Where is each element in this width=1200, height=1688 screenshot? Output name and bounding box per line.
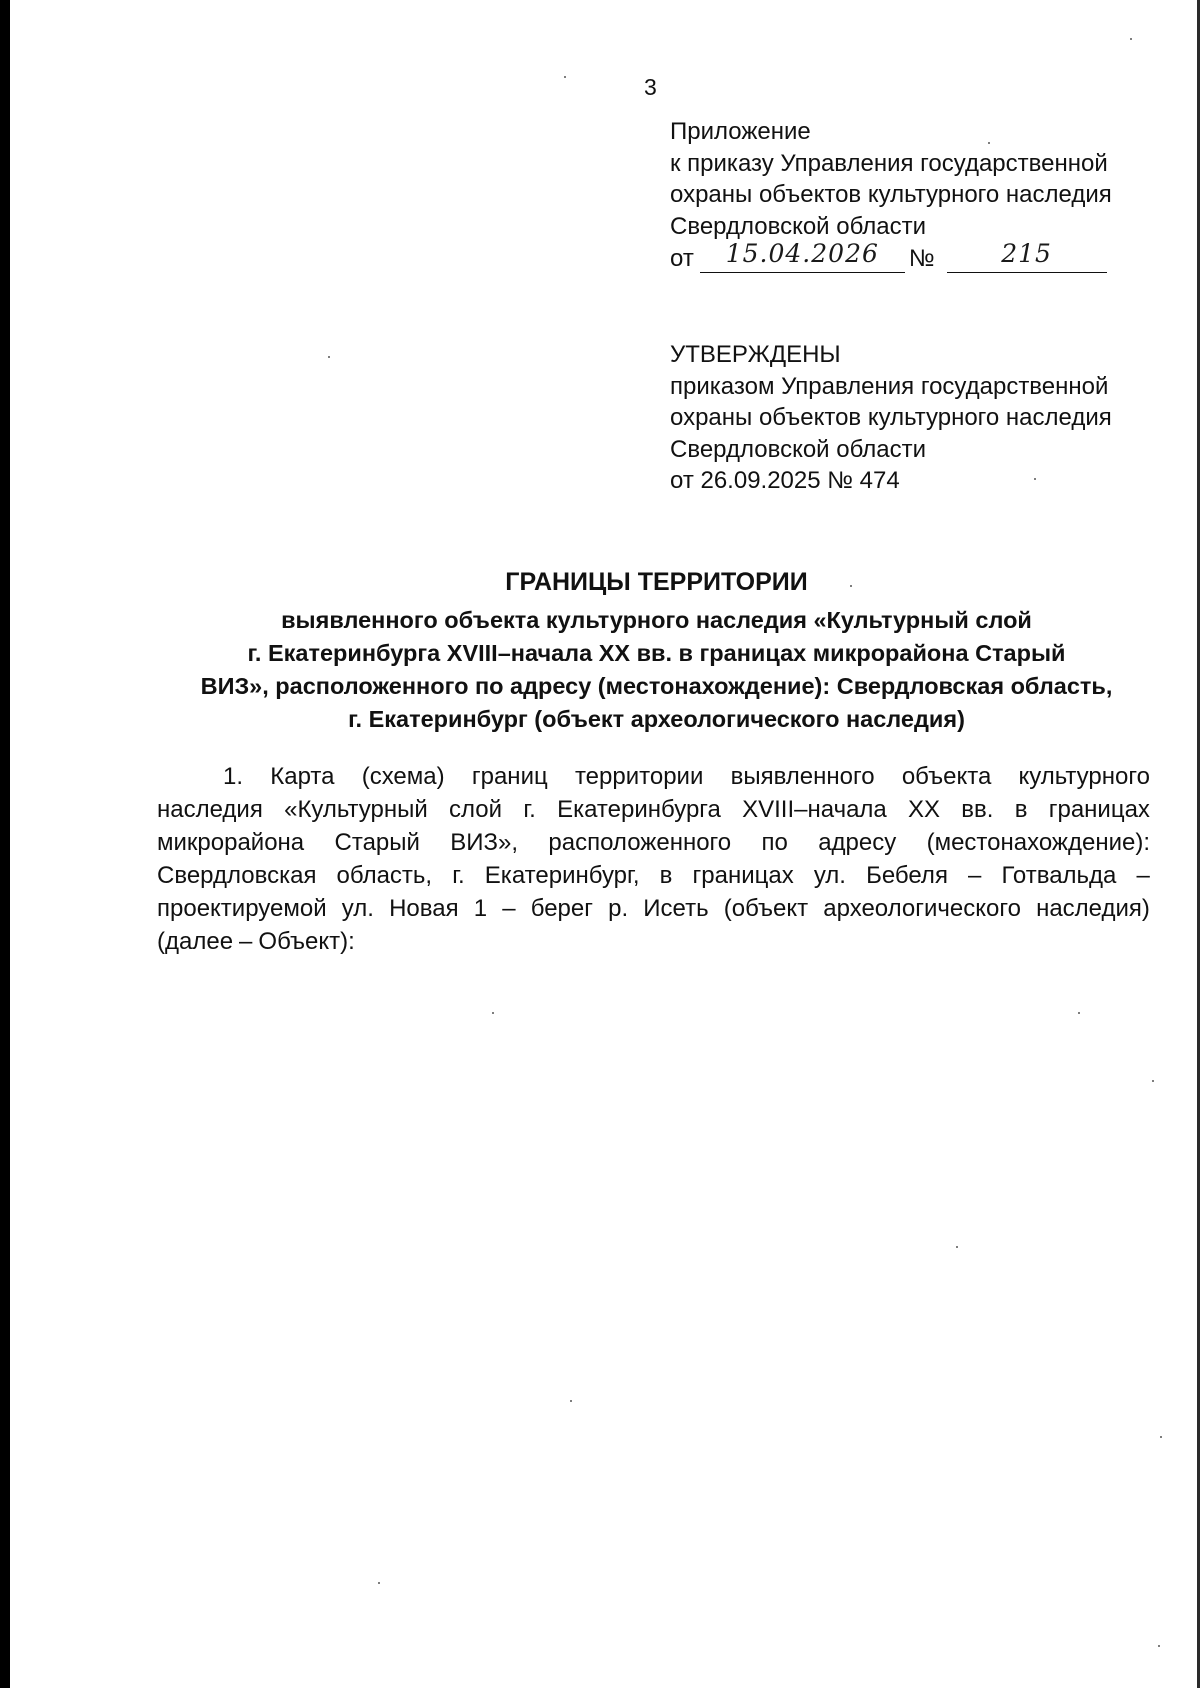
page-number: 3 [644, 74, 657, 100]
handwritten-date-field [700, 239, 905, 273]
handwritten-date: 15.04.2026 [725, 239, 879, 268]
paragraph-word: ВИЗ», [450, 829, 519, 856]
scan-speck [1130, 38, 1132, 40]
scan-speck [378, 1582, 380, 1584]
paragraph-line [157, 826, 1150, 859]
paragraph-word: границ [471, 763, 548, 790]
paragraph-word: ул. [341, 895, 374, 922]
paragraph-word: XVIII–начала [742, 796, 887, 823]
paragraph-word: г. [523, 796, 536, 823]
scan-speck [328, 356, 330, 358]
paragraph-word: область, [336, 862, 433, 889]
paragraph-word: по [761, 829, 788, 856]
paragraph-word: – [968, 862, 982, 889]
paragraph-word: Объект): [258, 928, 355, 955]
heading-line: выявленного объекта культурного наследия «Культурный слой [281, 607, 1032, 633]
paragraph-word: (объект [723, 895, 809, 922]
appendix-line: охраны объектов культурного наследия [670, 181, 1112, 208]
paragraph-word: границах [692, 862, 794, 889]
scan-speck [988, 142, 990, 144]
paragraph-word: Готвальда [1001, 862, 1117, 889]
date-prefix: от [670, 245, 694, 272]
appendix-block [670, 116, 1180, 275]
handwritten-number: 215 [1001, 239, 1052, 268]
paragraph-word: – [502, 895, 516, 922]
paragraph-word: наследия) [1036, 895, 1150, 922]
paragraph-word: ул. [813, 862, 846, 889]
paragraph-word: р. [608, 895, 629, 922]
paragraph-word: берег [530, 895, 593, 922]
scan-edge-left [0, 0, 10, 1688]
paragraph-word: Карта [270, 763, 335, 790]
paragraph-word: культурного [1018, 763, 1150, 790]
paragraph-word: г. [452, 862, 465, 889]
paragraph-word: археологического [823, 895, 1021, 922]
appendix-line: Свердловской области [670, 212, 927, 240]
paragraph-word: Екатеринбург, [484, 862, 640, 889]
appendix-line: к приказу Управления государственной [670, 149, 1108, 177]
scan-speck [564, 76, 566, 78]
paragraph-word: наследия [157, 796, 263, 823]
scan-speck [570, 1400, 572, 1402]
scan-speck [1078, 1012, 1080, 1014]
heading-line: ВИЗ», расположенного по адресу (местонахождение): Свердловская область, [200, 673, 1113, 699]
paragraph-word: 1. [223, 763, 244, 790]
scan-speck [1160, 1436, 1162, 1438]
paragraph-word: в [1014, 796, 1028, 823]
paragraph-line [157, 760, 1150, 793]
approved-line: приказом Управления государственной [670, 372, 1109, 400]
scan-speck [850, 585, 852, 587]
heading-title: ГРАНИЦЫ ТЕРРИТОРИИ [505, 568, 808, 596]
approved-line: охраны объектов культурного наследия [670, 404, 1112, 431]
paragraph-word: объекта [901, 763, 992, 790]
paragraph-word: территории [574, 763, 704, 790]
paragraph-word: (местонахождение): [926, 829, 1150, 856]
paragraph-word: Бебеля [866, 862, 948, 889]
approved-line: Свердловской области [670, 435, 927, 463]
appendix-line: Приложение [670, 118, 811, 145]
paragraph-word: границах [1048, 796, 1150, 823]
appendix-date-line [670, 239, 1180, 275]
paragraph-word: вв. [961, 796, 994, 823]
paragraph-1 [157, 760, 1150, 958]
heading-line: г. Екатеринбурга XVIII–начала XX вв. в границах микрорайона Старый [247, 640, 1066, 666]
paragraph-line [157, 859, 1150, 892]
approved-line: от 26.09.2025 № 474 [670, 467, 900, 494]
paragraph-word: Новая [389, 895, 459, 922]
paragraph-word: – [1136, 862, 1150, 889]
paragraph-word: выявленного [730, 763, 875, 790]
paragraph-word: микрорайона [157, 829, 305, 856]
scan-speck [1158, 1645, 1160, 1647]
scan-speck [492, 1012, 494, 1014]
paragraph-word: 1 [473, 895, 488, 922]
paragraph-line [157, 793, 1150, 826]
handwritten-number-field [947, 239, 1107, 273]
number-prefix: № [908, 245, 935, 272]
paragraph-word: расположенного [548, 829, 732, 856]
paragraph-word: – [239, 928, 253, 955]
paragraph-line [157, 925, 1150, 958]
paragraph-word: Старый [334, 829, 420, 856]
paragraph-word: (схема) [361, 763, 445, 790]
paragraph-word: в [659, 862, 673, 889]
paragraph-word: XX [908, 796, 941, 823]
paragraph-word: (далее [157, 928, 234, 955]
paragraph-word: Свердловская [157, 862, 317, 889]
paragraph-word: «Культурный [284, 796, 428, 823]
paragraph-word: слой [449, 796, 503, 823]
approved-block [670, 339, 1180, 497]
scan-speck [956, 1246, 958, 1248]
paragraph-word: Исеть [643, 895, 709, 922]
scan-speck [1152, 1080, 1154, 1082]
heading-line: г. Екатеринбург (объект археологического наследия) [348, 706, 965, 732]
paragraph-word: Екатеринбурга [557, 796, 721, 823]
scan-speck [1034, 478, 1036, 480]
paragraph-word: адресу [818, 829, 897, 856]
approved-title: УТВЕРЖДЕНЫ [670, 341, 841, 368]
paragraph-word: проектируемой [157, 895, 327, 922]
document-heading [160, 566, 1153, 736]
paragraph-line [157, 892, 1150, 925]
